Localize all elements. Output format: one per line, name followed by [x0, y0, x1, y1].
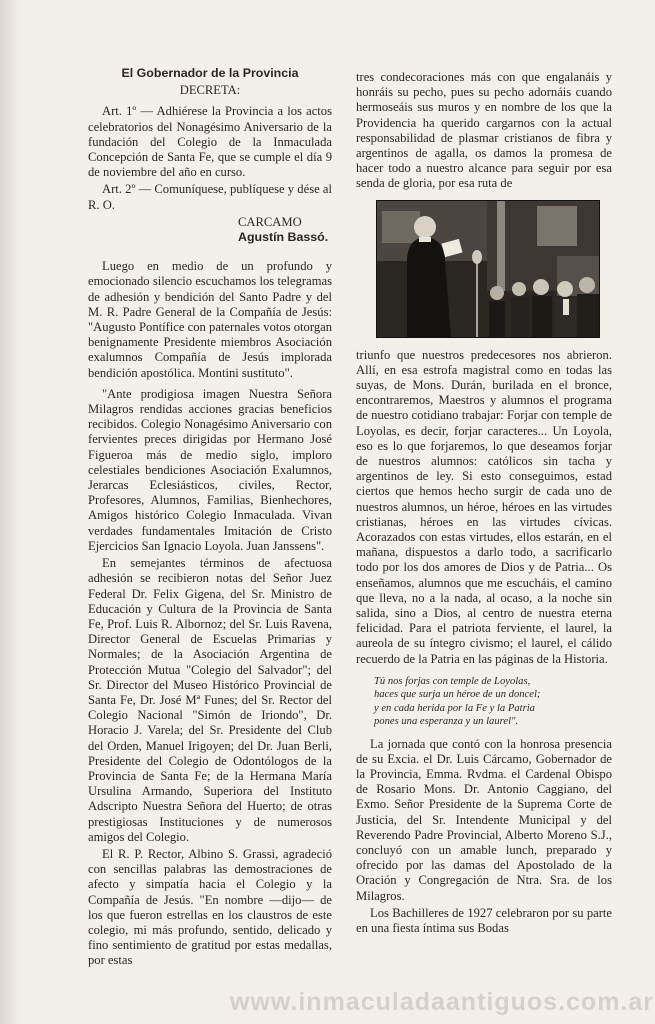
right-column [356, 70, 612, 938]
page-edge-shadow [0, 0, 22, 1024]
paragraph-speech-conclusion: triunfo que nuestros predecesores nos abrieron. Allí, en esa estrofa magistral como en todas las suyas, de Mons. Durán, burilada en el bronce, encontraremos, Maestros y alumnos el programa de nuestro cotidiano trabajar: Forjar con temple de Loyolas, es decir, forjar caracteres... Un Loyola, eso es lo que forjaremos, lo que deseamos forjar de nuestros alumnos: católicos sin tacha y argentinos de ley. Si esto conseguimos, estad ciertos que hemos hecho surgir de cada uno de nuestros alumnos, un héroe, héroes en las virtudes cristianas, héroes en las virtudes cívicas. Acorazados con estas virtudes, ellos estarán, en el mañana, dispuestos a darlo todo, a sacrificarlo todo por los dos amores de Dios y de Patria... Os enseñamos, alumnos que me escucháis, el camino que lleva, no a la nada, al ocaso, a la noche sin salida, sino a Dios, al centro de nuestra eterna felicidad. Para el patriota ferviente, el laurel, la aureola de su íntegro civismo; el laurel, el cálido recuerdo de la Patria en las páginas de la Historia. [356, 347, 612, 666]
decree-article-2: Art. 2º — Comuníquese, publíquese y dése al R. O. [88, 182, 332, 212]
paragraph-bachilleres: Los Bachilleres de 1927 celebraron por su parte en una fiesta íntima sus Bodas [356, 905, 612, 935]
verse-line: Tú nos forjas con temple de Loyolas, [374, 675, 531, 687]
event-photograph [376, 200, 600, 338]
speaker-photo-icon [377, 201, 599, 337]
verse-line: pones una esperanza y un laurel". [374, 716, 519, 728]
paragraph-telegrams: Luego en medio de un profundo y emocionado silencio escuchamos los telegramas de adhesión y bendición del Santo Padre y del M. R. Padre General de la Compañía de Jesús: "Augusto Pontífice con paternales votos otorgan benignamente Presidente miembros Asociación exalumnos Compañía de Jesús implorada bendición apostólica. Montini sustituto". [88, 259, 332, 380]
verse-quote [356, 675, 612, 729]
decree-heading: El Gobernador de la Provincia [121, 66, 299, 80]
site-watermark: www.inmaculadaantiguos.com.ar [230, 988, 654, 1016]
decree-decreta: DECRETA: [179, 83, 241, 98]
signature-basso: Agustín Bassó. [238, 230, 329, 245]
verse-line: haces que surja un héroe de un doncel; [374, 689, 541, 701]
paragraph-speech-continued: tres condecoraciones más con que engalanáis y honráis su pecho, pues su pecho adornáis cuando hermoseáis sus muros y en nombre de los que la Providencia ha querido cargarnos con la actual responsabilidad de plasmar cristianos de fibra y argentinos de agalla, os damos la promesa de hacer todo a nuestro alcance para seguir por esa senda de gloria, por esa ruta de [356, 70, 612, 191]
paragraph-telegram-janssens: "Ante prodigiosa imagen Nuestra Señora Milagros rendidas acciones gracias beneficios recibidos. Colegio Nonagésimo Aniversario con fervientes preces dirigidas por Hermano José Figueroa más de medio siglo, imploro celestiales bendiciones Asociación Exalumnos, Jerarcas Eclesiásticos, civiles, Rector, Profesores, Alumnos, Familias, Bienhechores, Amigos histórico Colegio Inmaculada. Vivan verdades fundamentales Imitación de Cristo Ejercicios San Ignacio Loyola. Juan Janssens". [88, 386, 332, 553]
left-column [88, 62, 332, 971]
signature-carcamo: CARCAMO [238, 214, 302, 229]
paragraph-rector-speech: El R. P. Rector, Albino S. Grassi, agradeció con sencillas palabras las demostraciones de afecto y simpatía hacia el Colegio y la Compañía de Jesús. "En nombre —dijo— de los que fueron estrellas en los claustros de este colegio, mi más profundo, sentido, delicado y fino sentimiento de gratitud por estas medallas, por estas [88, 846, 332, 968]
decree-article-1: Art. 1º — Adhiérese la Provincia a los actos celebratorios del Nonagésimo Aniversario de la fundación del Colegio de la Inmaculada Concepción de Santa Fe, que se cumple el día 9 de noviembre del año en curso. [88, 104, 332, 180]
paragraph-adhesions: En semejantes términos de afectuosa adhesión se recibieron notas del Señor Juez Federal Dr. Felix Gigena, del Sr. Ministro de Educación y Cultura de la Provincia de Santa Fe, Prof. Luis R. Albornoz; del Sr. Luis Ravena, Director General de Escuelas Primarias y Normales; de la Asociación Argentina de Protección Mutua "Colegio del Salvador"; del Sr. Director del Museo Histórico Provincial de Santa Fe, Dr. José Mª Funes; del Sr. Rector del Colegio Nacional "Simón de Iriondo", Dr. Horacio J. Varela; del Sr. Presidente del Club del Orden, Manuel Irigoyen; del Dr. Juan Berli, Presidente del Colegio de Odontólogos de la Provincia de Santa Fe; de la Hermana María Ursulina Armando, Superiora del Instituto Adscripto Nuestra Señora del Huerto; de otras prestigiosas Instituciones y de numerosos amigos del Colegio. [88, 556, 332, 844]
paragraph-jornada: La jornada que contó con la honrosa presencia de su Excia. el Dr. Luis Cárcamo, Gobernador de la Provincia, Emma. Rvdma. el Cardenal Obispo de Rosario Mons. Dr. Antonio Caggiano, del Exmo. Señor Presidente de la Suprema Corte de Justicia, del Sr. Intendente Municipal y del Reverendo Padre Provincial, Alberto Moreno S.J., concluyó con un amable lunch, preparado y ofrecido por las damas del Apostolado de la Oración y Congregación de Ntra. Sra. de los Milagros. [356, 736, 612, 903]
verse-line: y en cada herida por la Fe y la Patria [374, 702, 535, 714]
